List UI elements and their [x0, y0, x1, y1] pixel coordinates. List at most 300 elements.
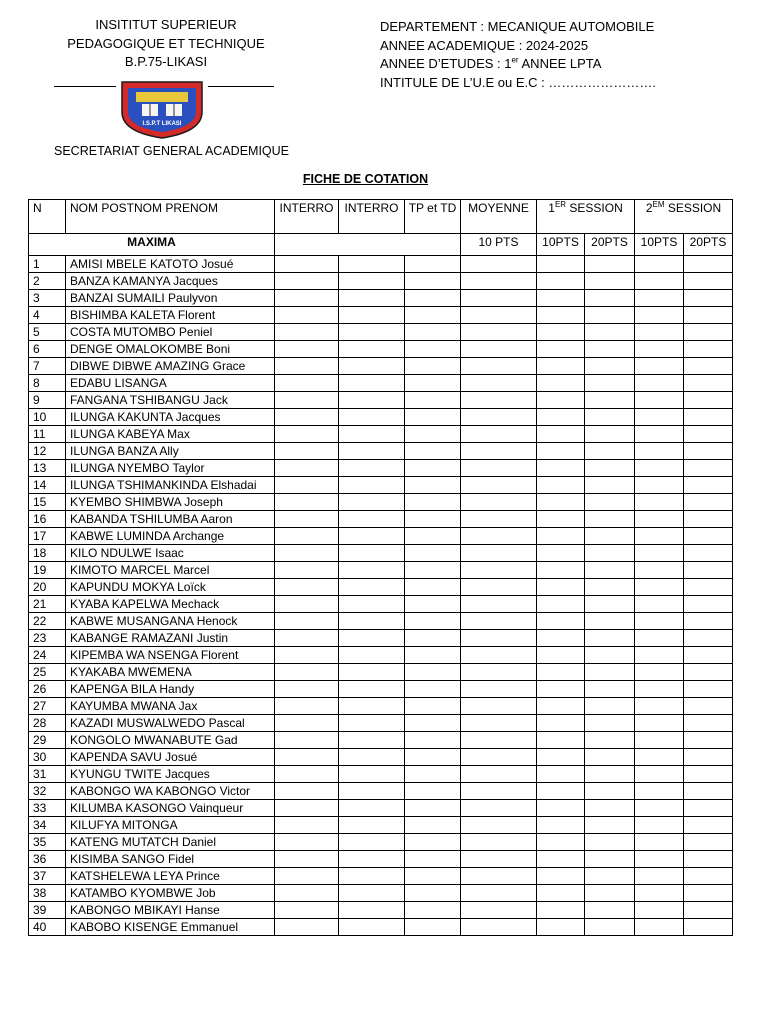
grade-cell-interro-2: [339, 256, 405, 273]
grade-cell-tp-td: [405, 545, 461, 562]
student-name: DIBWE DIBWE AMAZING Grace: [66, 358, 275, 375]
grade-cell-tp-td: [405, 630, 461, 647]
table-row: [29, 664, 733, 681]
grade-cell-moyenne: [461, 341, 537, 358]
grade-cell-session2-20: [684, 528, 733, 545]
maxima-row: [29, 234, 733, 256]
grade-cell-session1-10: [537, 358, 585, 375]
table-row: [29, 426, 733, 443]
header-session-2: $2^{EM}$ SESSION: [635, 200, 733, 234]
grade-cell-tp-td: [405, 715, 461, 732]
grade-cell-interro-2: [339, 528, 405, 545]
table-row: [29, 562, 733, 579]
grade-cell-interro-1: [275, 715, 339, 732]
student-name: BANZAI SUMAILI Paulyvon: [66, 290, 275, 307]
grade-cell-session1-10: [537, 732, 585, 749]
grade-cell-session2-20: [684, 749, 733, 766]
table-row: [29, 307, 733, 324]
grade-cell-interro-1: [275, 443, 339, 460]
grade-cell-session1-20: [585, 528, 635, 545]
grade-cell-moyenne: [461, 290, 537, 307]
grade-cell-interro-1: [275, 596, 339, 613]
grade-cell-moyenne: [461, 630, 537, 647]
grade-cell-session1-20: [585, 613, 635, 630]
grade-cell-session2-10: [635, 834, 684, 851]
grade-cell-session1-10: [537, 494, 585, 511]
grade-cell-session1-10: [537, 902, 585, 919]
grade-cell-session1-10: [537, 256, 585, 273]
grade-cell-interro-2: [339, 426, 405, 443]
grade-cell-tp-td: [405, 273, 461, 290]
table-row: [29, 834, 733, 851]
table-header-row: [29, 200, 733, 234]
grade-cell-session2-10: [635, 494, 684, 511]
grade-cell-session2-20: [684, 885, 733, 902]
row-number: 23: [29, 630, 66, 647]
grade-cell-tp-td: [405, 256, 461, 273]
grade-cell-session1-20: [585, 834, 635, 851]
grade-cell-tp-td: [405, 596, 461, 613]
grade-cell-session2-10: [635, 341, 684, 358]
table-row: [29, 460, 733, 477]
row-number: 20: [29, 579, 66, 596]
row-number: 3: [29, 290, 66, 307]
table-row: [29, 494, 733, 511]
grade-cell-tp-td: [405, 783, 461, 800]
grade-cell-moyenne: [461, 647, 537, 664]
grade-cell-interro-2: [339, 647, 405, 664]
course-title-line: INTITULE DE L’U.E ou E.C : …………………….: [380, 74, 656, 90]
grade-cell-session1-10: [537, 800, 585, 817]
grade-cell-session2-10: [635, 256, 684, 273]
grade-cell-moyenne: [461, 477, 537, 494]
table-row: [29, 358, 733, 375]
grade-cell-interro-1: [275, 766, 339, 783]
header-moyenne: MOYENNE: [461, 200, 537, 234]
header-tp-td: TP et TD: [405, 200, 461, 234]
grade-cell-moyenne: [461, 562, 537, 579]
grade-cell-tp-td: [405, 426, 461, 443]
grade-cell-session1-10: [537, 715, 585, 732]
grade-cell-session2-20: [684, 545, 733, 562]
grade-cell-session1-20: [585, 409, 635, 426]
grade-cell-session1-10: [537, 273, 585, 290]
page-title: FICHE DE COTATION: [302, 172, 429, 186]
table-row: [29, 885, 733, 902]
header-session-1: 1ER SESSION: [537, 200, 635, 234]
grade-cell-moyenne: [461, 766, 537, 783]
row-number: 13: [29, 460, 66, 477]
grade-cell-session2-10: [635, 715, 684, 732]
grade-cell-tp-td: [405, 664, 461, 681]
row-number: 37: [29, 868, 66, 885]
grade-cell-interro-2: [339, 868, 405, 885]
grade-cell-session2-20: [684, 341, 733, 358]
row-number: 7: [29, 358, 66, 375]
grade-cell-session2-10: [635, 630, 684, 647]
grade-cell-session2-20: [684, 664, 733, 681]
row-number: 39: [29, 902, 66, 919]
grade-cell-interro-2: [339, 358, 405, 375]
grade-cell-session2-10: [635, 783, 684, 800]
grade-cell-session1-20: [585, 647, 635, 664]
student-name: DENGE OMALOKOMBE Boni: [66, 341, 275, 358]
grade-cell-tp-td: [405, 341, 461, 358]
grade-cell-tp-td: [405, 460, 461, 477]
grade-cell-session2-10: [635, 392, 684, 409]
header-name: NOM POSTNOM PRENOM: [66, 200, 275, 234]
grade-cell-interro-2: [339, 392, 405, 409]
grade-cell-session2-20: [684, 732, 733, 749]
grade-cell-moyenne: [461, 494, 537, 511]
table-row: [29, 868, 733, 885]
student-name: KABWE LUMINDA Archange: [66, 528, 275, 545]
grade-cell-session1-10: [537, 783, 585, 800]
student-name: KILUFYA MITONGA: [66, 817, 275, 834]
grade-cell-moyenne: [461, 511, 537, 528]
grade-cell-moyenne: [461, 681, 537, 698]
grade-cell-session1-20: [585, 562, 635, 579]
grade-cell-session2-10: [635, 528, 684, 545]
student-name: KABWE MUSANGANA Henock: [66, 613, 275, 630]
grade-cell-moyenne: [461, 426, 537, 443]
grade-cell-session2-10: [635, 902, 684, 919]
grade-cell-session2-10: [635, 613, 684, 630]
grade-cell-session1-20: [585, 664, 635, 681]
row-number: 9: [29, 392, 66, 409]
grade-cell-session2-20: [684, 375, 733, 392]
grade-cell-interro-2: [339, 290, 405, 307]
grade-cell-interro-2: [339, 817, 405, 834]
grade-cell-interro-2: [339, 375, 405, 392]
secretariat-label: SECRETARIAT GENERAL ACADEMIQUE: [54, 144, 290, 158]
grade-cell-session2-20: [684, 596, 733, 613]
student-name: ILUNGA TSHIMANKINDA Elshadai: [66, 477, 275, 494]
grade-cell-interro-2: [339, 715, 405, 732]
grade-cell-session2-10: [635, 460, 684, 477]
grade-cell-interro-2: [339, 664, 405, 681]
table-row: [29, 919, 733, 936]
grade-cell-session2-10: [635, 698, 684, 715]
grade-cell-session1-20: [585, 494, 635, 511]
grade-cell-session2-20: [684, 766, 733, 783]
grade-cell-session2-10: [635, 749, 684, 766]
grade-cell-session1-20: [585, 596, 635, 613]
grade-cell-session1-20: [585, 868, 635, 885]
grade-cell-session2-10: [635, 647, 684, 664]
grade-cell-session1-20: [585, 273, 635, 290]
grade-cell-session1-20: [585, 681, 635, 698]
student-name: KAPENGA BILA Handy: [66, 681, 275, 698]
grade-cell-session1-10: [537, 307, 585, 324]
row-number: 22: [29, 613, 66, 630]
grade-cell-session1-10: [537, 375, 585, 392]
grade-cell-interro-1: [275, 698, 339, 715]
grade-cell-session1-10: [537, 613, 585, 630]
grade-cell-moyenne: [461, 324, 537, 341]
student-name: KIPEMBA WA NSENGA Florent: [66, 647, 275, 664]
grade-cell-moyenne: [461, 834, 537, 851]
row-number: 40: [29, 919, 66, 936]
grade-cell-interro-2: [339, 783, 405, 800]
grade-cell-interro-2: [339, 494, 405, 511]
maxima-session2-b: 20PTS: [684, 234, 733, 256]
grade-cell-interro-2: [339, 579, 405, 596]
row-number: 17: [29, 528, 66, 545]
grade-cell-session1-10: [537, 698, 585, 715]
grade-cell-interro-2: [339, 443, 405, 460]
row-number: 31: [29, 766, 66, 783]
grade-cell-interro-1: [275, 290, 339, 307]
row-number: 34: [29, 817, 66, 834]
grade-cell-moyenne: [461, 817, 537, 834]
grade-cell-tp-td: [405, 511, 461, 528]
grade-cell-session1-20: [585, 426, 635, 443]
student-name: KATAMBO KYOMBWE Job: [66, 885, 275, 902]
grade-cell-interro-1: [275, 630, 339, 647]
maxima-moyenne: 10 PTS: [461, 234, 537, 256]
grade-cell-tp-td: [405, 613, 461, 630]
grade-cell-session2-10: [635, 358, 684, 375]
grade-cell-interro-2: [339, 919, 405, 936]
grade-cell-session1-10: [537, 868, 585, 885]
grade-cell-tp-td: [405, 392, 461, 409]
grade-cell-session2-10: [635, 273, 684, 290]
grade-cell-interro-2: [339, 681, 405, 698]
grade-cell-interro-2: [339, 273, 405, 290]
grade-cell-moyenne: [461, 460, 537, 477]
student-name: KONGOLO MWANABUTE Gad: [66, 732, 275, 749]
grade-cell-tp-td: [405, 834, 461, 851]
grade-cell-tp-td: [405, 409, 461, 426]
grade-cell-moyenne: [461, 392, 537, 409]
grade-cell-moyenne: [461, 545, 537, 562]
grade-cell-moyenne: [461, 273, 537, 290]
grade-cell-interro-1: [275, 528, 339, 545]
grade-cell-interro-1: [275, 919, 339, 936]
table-row: [29, 545, 733, 562]
grade-cell-interro-1: [275, 341, 339, 358]
grading-table: [28, 199, 733, 936]
grade-cell-interro-1: [275, 749, 339, 766]
grade-cell-session1-20: [585, 783, 635, 800]
grade-cell-moyenne: [461, 749, 537, 766]
grade-cell-interro-1: [275, 885, 339, 902]
grade-cell-tp-td: [405, 681, 461, 698]
grade-cell-tp-td: [405, 800, 461, 817]
grade-cell-session1-10: [537, 511, 585, 528]
grade-cell-session2-20: [684, 307, 733, 324]
grade-cell-session2-10: [635, 919, 684, 936]
row-number: 26: [29, 681, 66, 698]
grade-cell-moyenne: [461, 528, 537, 545]
maxima-session1-a: 10PTS: [537, 234, 585, 256]
table-row: [29, 766, 733, 783]
grade-cell-tp-td: [405, 851, 461, 868]
grade-cell-interro-1: [275, 681, 339, 698]
table-row: [29, 579, 733, 596]
student-name: KISIMBA SANGO Fidel: [66, 851, 275, 868]
grade-cell-session1-20: [585, 256, 635, 273]
header-interro-2: INTERRO: [339, 200, 405, 234]
student-name: KILO NDULWE Isaac: [66, 545, 275, 562]
student-name: COSTA MUTOMBO Peniel: [66, 324, 275, 341]
grade-cell-interro-2: [339, 545, 405, 562]
grade-cell-interro-1: [275, 902, 339, 919]
grade-cell-interro-1: [275, 307, 339, 324]
student-name: BANZA KAMANYA Jacques: [66, 273, 275, 290]
row-number: 11: [29, 426, 66, 443]
table-row: [29, 817, 733, 834]
table-row: [29, 273, 733, 290]
grade-cell-session2-10: [635, 868, 684, 885]
grade-cell-session2-10: [635, 664, 684, 681]
institution-address: B.P.75-LIKASI: [124, 54, 208, 69]
table-row: [29, 851, 733, 868]
table-row: [29, 783, 733, 800]
table-row: [29, 341, 733, 358]
row-number: 24: [29, 647, 66, 664]
grade-cell-interro-1: [275, 409, 339, 426]
grade-cell-session1-20: [585, 511, 635, 528]
row-number: 14: [29, 477, 66, 494]
grade-cell-interro-2: [339, 613, 405, 630]
header-interro-1: INTERRO: [275, 200, 339, 234]
grade-cell-session1-10: [537, 443, 585, 460]
row-number: 36: [29, 851, 66, 868]
grade-cell-session2-10: [635, 324, 684, 341]
student-name: KABOBO KISENGE Emmanuel: [66, 919, 275, 936]
grade-cell-interro-1: [275, 800, 339, 817]
grade-cell-session2-20: [684, 647, 733, 664]
student-name: AMISI MBELE KATOTO Josué: [66, 256, 275, 273]
table-row: [29, 698, 733, 715]
grade-cell-interro-1: [275, 579, 339, 596]
student-name: KAZADI MUSWALWEDO Pascal: [66, 715, 275, 732]
grade-cell-session1-20: [585, 919, 635, 936]
table-row: [29, 375, 733, 392]
maxima-session1-b: 20PTS: [585, 234, 635, 256]
student-name: KYABA KAPELWA Mechack: [66, 596, 275, 613]
grade-cell-interro-1: [275, 324, 339, 341]
student-name: ILUNGA KAKUNTA Jacques: [66, 409, 275, 426]
grade-cell-session2-10: [635, 477, 684, 494]
grade-cell-session2-20: [684, 681, 733, 698]
grade-cell-tp-td: [405, 358, 461, 375]
grade-cell-interro-1: [275, 562, 339, 579]
grade-cell-session2-20: [684, 800, 733, 817]
grade-cell-session1-10: [537, 528, 585, 545]
table-row: [29, 256, 733, 273]
grade-cell-moyenne: [461, 596, 537, 613]
grade-cell-session1-10: [537, 664, 585, 681]
grade-cell-interro-1: [275, 664, 339, 681]
grade-cell-tp-td: [405, 324, 461, 341]
grade-cell-interro-1: [275, 358, 339, 375]
grade-cell-interro-1: [275, 375, 339, 392]
grade-cell-moyenne: [461, 783, 537, 800]
grade-cell-session1-10: [537, 681, 585, 698]
grade-cell-tp-td: [405, 443, 461, 460]
student-name: KABONGO WA KABONGO Victor: [66, 783, 275, 800]
row-number: 8: [29, 375, 66, 392]
grade-cell-tp-td: [405, 868, 461, 885]
grade-cell-session1-20: [585, 749, 635, 766]
grade-cell-session2-10: [635, 426, 684, 443]
grade-cell-session1-20: [585, 477, 635, 494]
grade-cell-session1-10: [537, 851, 585, 868]
grade-cell-moyenne: [461, 256, 537, 273]
student-name: KABONGO MBIKAYI Hanse: [66, 902, 275, 919]
grade-cell-interro-1: [275, 426, 339, 443]
student-name: ILUNGA NYEMBO Taylor: [66, 460, 275, 477]
grade-cell-interro-1: [275, 477, 339, 494]
grade-cell-tp-td: [405, 749, 461, 766]
grade-cell-session1-20: [585, 715, 635, 732]
grade-cell-session1-10: [537, 460, 585, 477]
grade-cell-interro-1: [275, 256, 339, 273]
grade-cell-session2-10: [635, 409, 684, 426]
institution-header: [44, 16, 288, 72]
table-row: [29, 732, 733, 749]
table-row: [29, 800, 733, 817]
grade-cell-tp-td: [405, 817, 461, 834]
student-name: KYAKABA MWEMENA: [66, 664, 275, 681]
grade-cell-session2-20: [684, 919, 733, 936]
row-number: 18: [29, 545, 66, 562]
grade-cell-moyenne: [461, 664, 537, 681]
grade-cell-tp-td: [405, 698, 461, 715]
grade-cell-session2-10: [635, 579, 684, 596]
grade-cell-session1-10: [537, 392, 585, 409]
grade-cell-interro-1: [275, 273, 339, 290]
grade-cell-session1-10: [537, 409, 585, 426]
grade-cell-interro-2: [339, 902, 405, 919]
grade-cell-moyenne: [461, 613, 537, 630]
student-name: KILUMBA KASONGO Vainqueur: [66, 800, 275, 817]
grade-cell-interro-2: [339, 766, 405, 783]
grade-cell-session1-20: [585, 443, 635, 460]
grade-cell-session1-10: [537, 562, 585, 579]
student-name: KAPENDA SAVU Josué: [66, 749, 275, 766]
grade-cell-session2-10: [635, 375, 684, 392]
grade-cell-interro-2: [339, 851, 405, 868]
grade-cell-interro-1: [275, 834, 339, 851]
grade-cell-interro-2: [339, 596, 405, 613]
table-row: [29, 681, 733, 698]
grade-cell-session2-20: [684, 460, 733, 477]
student-name: KATENG MUTATCH Daniel: [66, 834, 275, 851]
student-name: KATSHELEWA LEYA Prince: [66, 868, 275, 885]
header-rule-right: [208, 86, 274, 87]
row-number: 27: [29, 698, 66, 715]
grade-cell-session1-20: [585, 375, 635, 392]
grade-cell-session1-20: [585, 902, 635, 919]
grade-cell-interro-2: [339, 834, 405, 851]
table-row: [29, 290, 733, 307]
grade-cell-session2-20: [684, 443, 733, 460]
table-row: [29, 647, 733, 664]
grade-cell-interro-1: [275, 545, 339, 562]
grade-cell-session1-20: [585, 630, 635, 647]
grade-cell-session2-10: [635, 681, 684, 698]
grade-cell-session2-20: [684, 613, 733, 630]
grade-cell-session2-20: [684, 494, 733, 511]
grade-cell-tp-td: [405, 902, 461, 919]
grade-cell-session1-10: [537, 477, 585, 494]
grade-cell-session2-10: [635, 290, 684, 307]
grade-cell-session2-20: [684, 851, 733, 868]
